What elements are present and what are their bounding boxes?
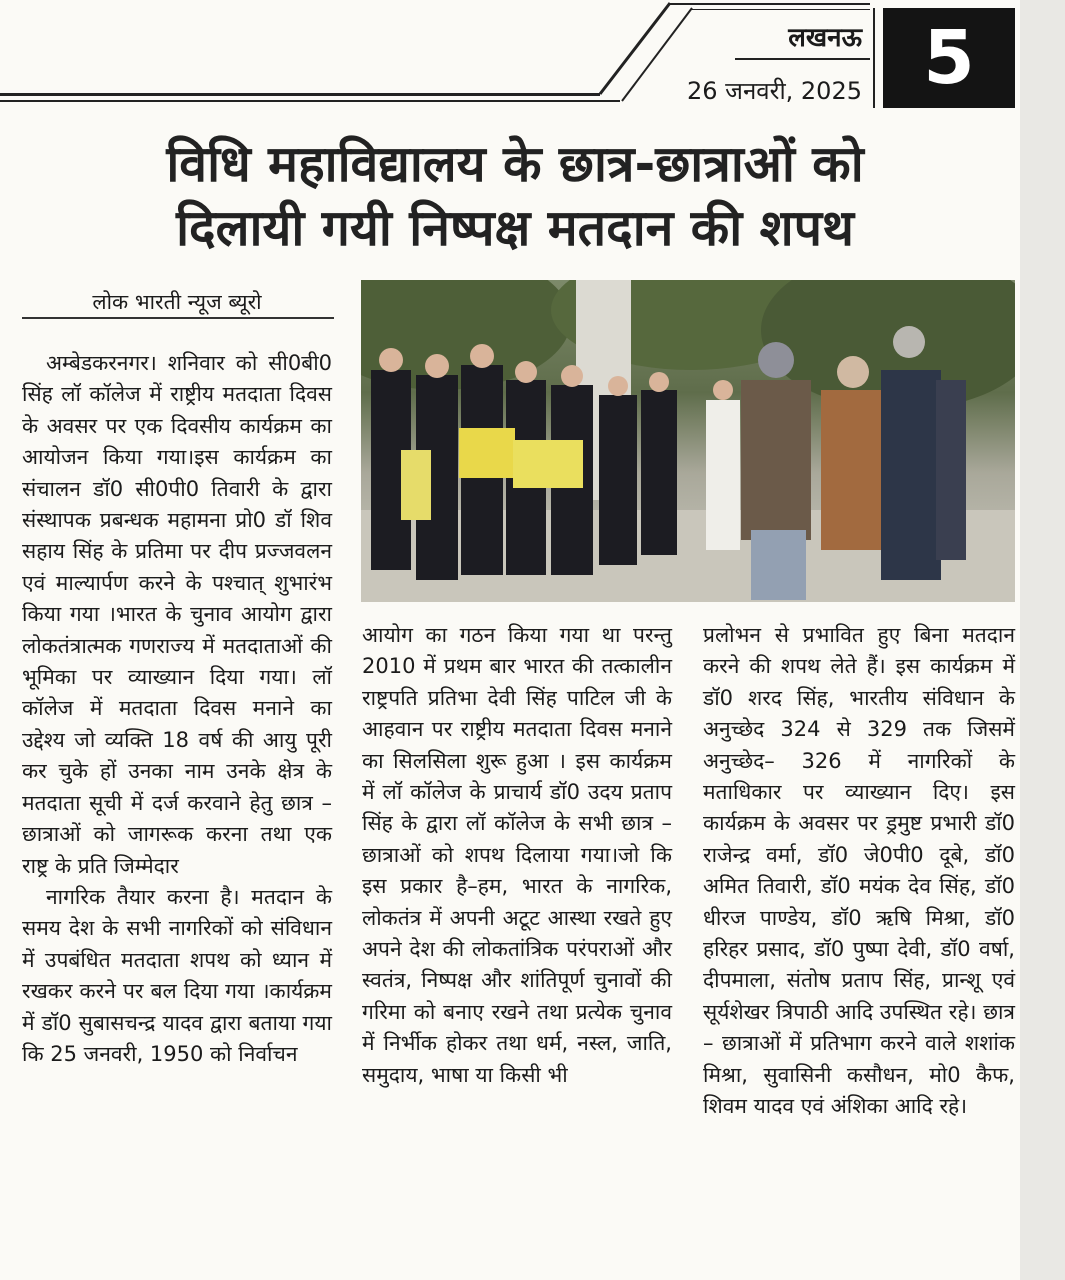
masthead-city: लखनऊ <box>788 23 862 53</box>
article-column-2 <box>362 620 672 1091</box>
column-1-paragraph-1: अम्बेडकरनगर। शनिवार को सी0बी0 सिंह लॉ कॉलेज में राष्ट्रीय मतदाता दिवस के अवसर पर एक दिवसीय कार्यक्रम का आयोजन किया गया।इस कार्यक्रम का संचालन डॉ0 सी0पी0 तिवारी के द्वारा संस्थापक प्रबन्धक महामना प्रो0 डॉ शिव सहाय सिंह के प्रतिमा पर दीप प्रज्जवलन एवं माल्यार्पण करने के पश्चात् शुभारंभ किया गया ।भारत के चुनाव आयोग द्वारा लोकतंत्रात्मक गणराज्य में मतदाताओं की भूमिका पर व्याख्यान दिया गया। लॉ कॉलेज में मतदाता दिवस मनाने का उद्देश्य जो व्यक्ति 18 वर्ष की आयु पूरी कर चुके हों उनका नाम उनके क्षेत्र के मतदाता सूची में दर्ज करवाने हेतु छात्र – छात्राओं को जागरूक करना तथा एक राष्ट्र के प्रति जिम्मेदार <box>22 351 332 878</box>
masthead-vertical-rule <box>873 8 875 108</box>
byline-rule <box>22 317 334 319</box>
masthead-date: 26 जनवरी, 2025 <box>686 77 862 105</box>
news-photo <box>361 280 1015 602</box>
column-3-paragraph: प्रलोभन से प्रभावित हुए बिना मतदान करने की शपथ लेते हैं। इस कार्यक्रम में डॉ0 शरद सिंह, भारतीय संविधान के अनुच्छेद 324 से 329 तक जिसमें अनुच्छेद– 326 में नागरिकों के मताधिकार पर व्याख्यान दिए। इस कार्यक्रम के अवसर पर ड्रमुष्ट प्रभारी डॉ0 राजेन्द्र वर्मा, डॉ0 जे0पी0 दूबे, डॉ0 अमित तिवारी, डॉ0 मयंक देव सिंह, डॉ0 धीरज पाण्डेय, डॉ0 ऋषि मिश्रा, डॉ0 हरिहर प्रसाद, डॉ0 पुष्पा देवी, डॉ0 वर्षा, दीपमाला, संतोष प्रताप सिंह, प्रान्शू एवं सूर्यशेखर त्रिपाठी आदि उपस्थित रहे। छात्र – छात्राओं में प्रतिभाग करने वाले शशांक मिश्रा, सुवासिनी कसौधन, मो0 कैफ, शिवम यादव एवं अंशिका आदि रहे। <box>703 623 1015 1119</box>
headline-line-1: विधि महाविद्यालय के छात्र-छात्राओं को <box>166 135 864 193</box>
masthead-mid-rule <box>735 58 870 60</box>
page-edge <box>1020 0 1065 1280</box>
headline <box>20 132 1010 260</box>
masthead-top-rule-2 <box>690 9 870 10</box>
article-column-1 <box>22 348 332 1070</box>
masthead-rule-top <box>0 93 600 96</box>
byline: लोक भारती न्यूज ब्यूरो <box>92 290 262 314</box>
column-2-paragraph: आयोग का गठन किया गया था परन्तु 2010 में प्रथम बार भारत की तत्कालीन राष्ट्रपति प्रतिभा देवी सिंह पाटिल जी के आहवान पर राष्ट्रीय मतदाता दिवस मनाने का सिलसिला शुरू हुआ । इस कार्यक्रम में लॉ कॉलेज के प्राचार्य डॉ0 उदय प्रताप सिंह के द्वारा लॉ कॉलेज के सभी छात्र – छात्राओं को शपथ दिलाया गया।जो कि इस प्रकार है–हम, भारत के नागरिक, लोकतंत्र में अपनी अटूट आस्था रखते हुए अपने देश की लोकतांत्रिक परंपराओं और स्वतंत्र, निष्पक्ष और शांतिपूर्ण चुनावों की गरिमा को बनाए रखने तथा प्रत्येक चुनाव में निर्भीक होकर तथा धर्म, नस्ल, जाति, समुदाय, भाषा या किसी भी <box>362 623 672 1087</box>
masthead-top-rule <box>670 3 870 5</box>
column-1-paragraph-2: नागरिक तैयार करना है। मतदान के समय देश के सभी नागरिकों को संविधान में उपबंधित मतदाता शपथ को ध्यान में रखकर करने पर बल दिया गया ।कार्यक्रम में डॉ0 सुबासचन्द्र यादव द्वारा बताया गया कि 25 जनवरी, 1950 को निर्वाचन <box>22 884 332 1066</box>
headline-line-2: दिलायी गयी निष्पक्ष मतदान की शपथ <box>176 199 854 257</box>
article-column-3 <box>703 620 1015 1123</box>
photo-scene <box>361 280 1015 602</box>
page-number: 5 <box>883 8 1015 108</box>
masthead-rule-bottom <box>0 100 620 102</box>
